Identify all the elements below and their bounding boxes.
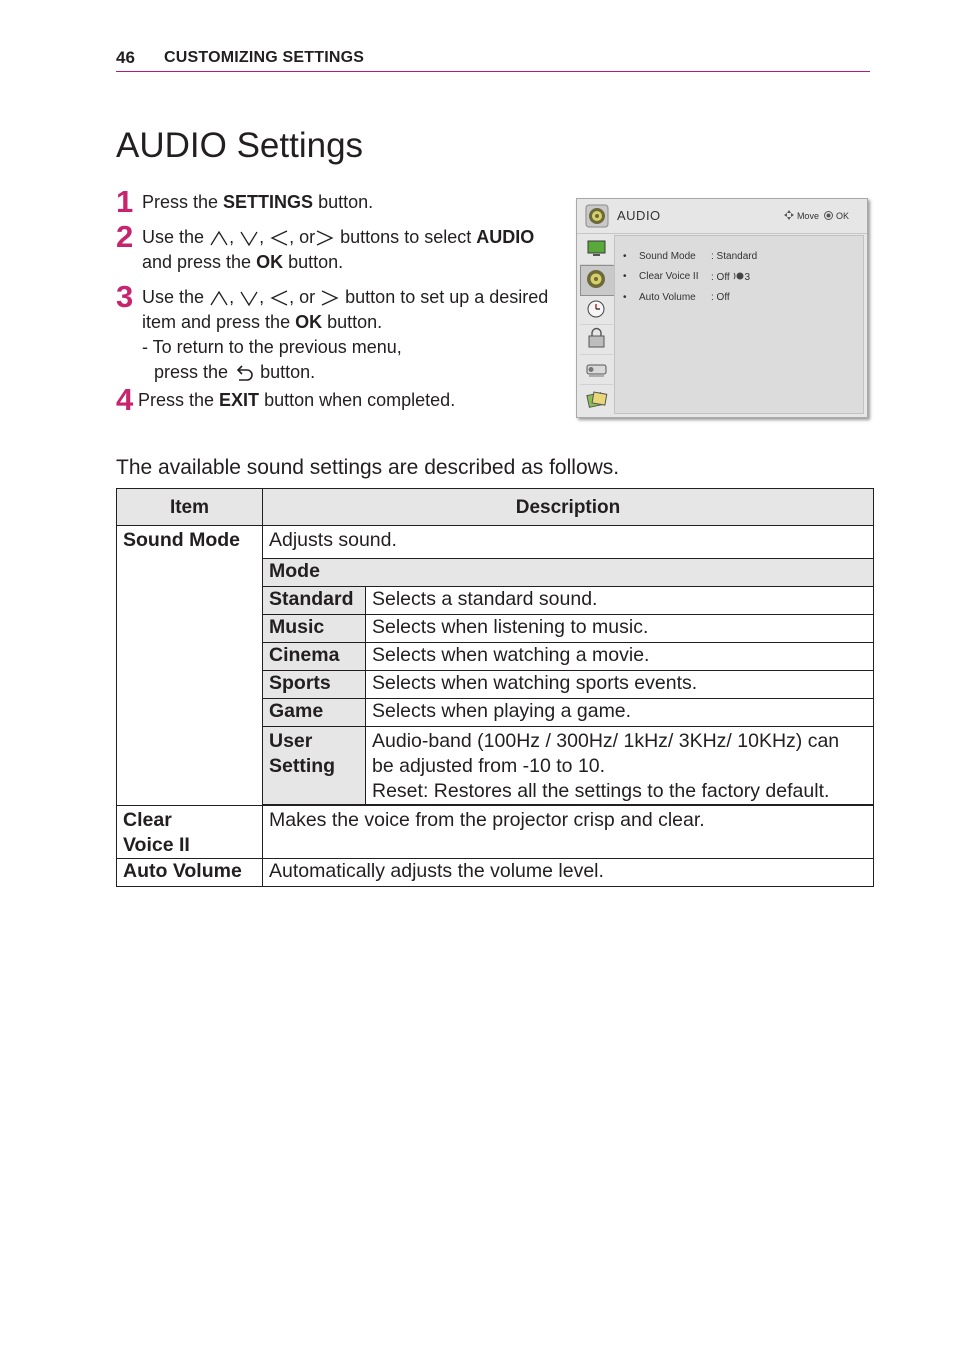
menu-title: AUDIO (617, 208, 661, 223)
desc-sound-mode: Adjusts sound. (263, 526, 874, 559)
audio-menu-screenshot (576, 198, 868, 418)
down-arrow-icon (239, 229, 259, 247)
move-icon (784, 210, 794, 220)
mode-desc: Selects a standard sound. (366, 587, 874, 615)
mode-desc-user-setting: Audio-band (100Hz / 300Hz/ 1kHz/ 3KHz/ 10KHz) can be adjusted from -10 to 10. Reset: Restores all the settings to the factory default. (366, 727, 874, 805)
setup-tab[interactable] (580, 355, 613, 385)
picture-icon (580, 235, 613, 264)
photo-icon (580, 385, 613, 414)
back-icon (233, 364, 255, 382)
menu-header (577, 199, 867, 234)
step-2-number: 2 (116, 219, 134, 254)
voice-icon (733, 271, 745, 281)
mode-desc: Selects when watching a movie. (366, 643, 874, 671)
mode-name: Sports (263, 671, 366, 699)
left-arrow-icon (269, 289, 289, 307)
mode-header: Mode (263, 559, 874, 587)
step-3-number: 3 (116, 279, 134, 314)
mode-name-user-setting: User Setting (263, 727, 366, 805)
step-1-number: 1 (116, 184, 134, 219)
lock-icon (580, 325, 613, 354)
item-clear-voice: Clear Voice II (117, 806, 263, 859)
up-arrow-icon (209, 229, 229, 247)
header-item: Item (117, 489, 263, 526)
item-auto-volume: Auto Volume (117, 859, 263, 887)
down-arrow-icon (239, 289, 259, 307)
header-description: Description (263, 489, 874, 526)
mode-name: Music (263, 615, 366, 643)
mode-name: Cinema (263, 643, 366, 671)
header-divider (116, 71, 870, 72)
speaker-icon (585, 204, 609, 228)
time-tab[interactable] (580, 295, 613, 325)
table-row (117, 806, 874, 859)
menu-help: Move OK (784, 210, 849, 221)
up-arrow-icon (209, 289, 229, 307)
step-3-text: Use the , , , or button to set up a desired item and press the OK button. - To return to the previous menu, press the button. (142, 287, 549, 382)
desc-clear-voice: Makes the voice from the projector crisp and clear. (263, 806, 874, 859)
menu-sidebar (580, 235, 614, 413)
mode-name: Standard (263, 587, 366, 615)
clock-icon (580, 295, 613, 324)
right-arrow-icon (315, 229, 335, 247)
left-arrow-icon (269, 229, 289, 247)
media-tab[interactable] (580, 385, 613, 414)
projector-icon (580, 355, 613, 384)
table-row (117, 526, 874, 559)
mode-desc: Selects when playing a game. (366, 699, 874, 727)
mode-desc: Selects when watching sports events. (366, 671, 874, 699)
speaker-icon (581, 266, 612, 293)
picture-tab[interactable] (580, 235, 613, 265)
step-2-text: Use the , , , or buttons to select AUDIO and press the OK button. (142, 227, 535, 272)
table-header-row (117, 489, 874, 526)
table-row (117, 859, 874, 887)
audio-tab[interactable] (580, 265, 615, 296)
page-number: 46 (116, 48, 135, 67)
right-arrow-icon (320, 289, 340, 307)
mode-name: Game (263, 699, 366, 727)
mode-desc: Selects when listening to music. (366, 615, 874, 643)
desc-auto-volume: Automatically adjusts the volume level. (263, 859, 874, 887)
intro-text: The available sound settings are described as follows. (116, 456, 620, 479)
step-4-number: 4 (116, 382, 134, 417)
section-title: CUSTOMIZING SETTINGS (164, 49, 365, 66)
item-sound-mode: Sound Mode (117, 526, 263, 806)
option-tab[interactable] (580, 325, 613, 355)
page-title: AUDIO Settings (116, 126, 364, 165)
ok-icon (824, 211, 833, 220)
step-1-text: Press the SETTINGS button. (142, 192, 374, 212)
settings-table (116, 488, 874, 887)
step-4-text: Press the EXIT button when completed. (138, 390, 456, 410)
menu-panel: • Sound Mode : Standard • Clear Voice II : Off 3 • Auto Volume : Off (614, 235, 864, 414)
